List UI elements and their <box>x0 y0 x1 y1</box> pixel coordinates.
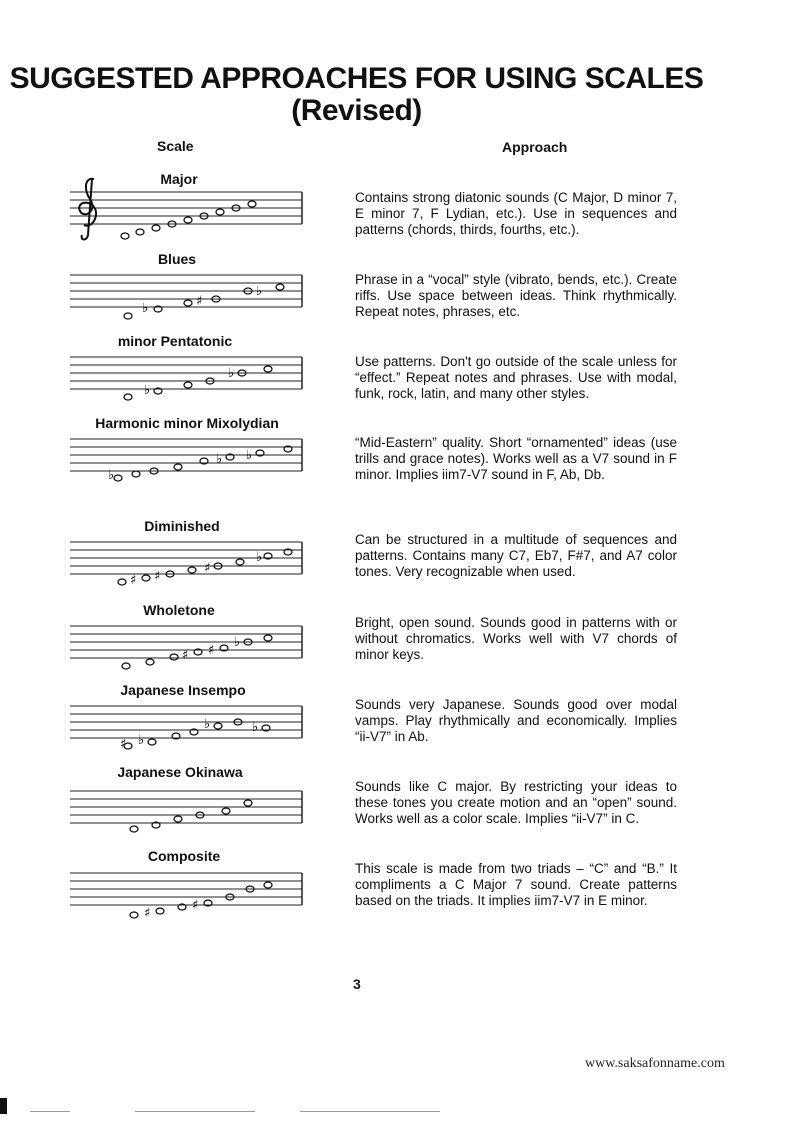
flat-sign: ♭ <box>256 284 263 299</box>
flat-sign: ♭ <box>256 550 263 565</box>
website-watermark: www.saksafonname.com <box>585 1056 725 1071</box>
scale-name-blues: Blues <box>157 251 197 267</box>
staff-japanese-insempo <box>70 699 310 759</box>
approach-text-japanese-okinawa: Sounds like C major. By restricting your ideas to these tones you create motion and an “open” sound. Works well as a color scale. Implies “ii-V7” in C. <box>355 779 677 826</box>
staff-diminished <box>70 535 310 595</box>
flat-sign: ♭ <box>252 720 259 735</box>
flat-sign: ♭ <box>144 383 151 398</box>
treble-clef-icon <box>79 179 96 240</box>
scale-name-japanese-okinawa: Japanese Okinawa <box>117 764 243 780</box>
scan-edge-mark <box>0 1098 7 1114</box>
sharp-sign: ♯ <box>192 898 199 913</box>
approach-text-minor-pentatonic: Use patterns. Don't go outside of the scale unless for “effect.” Repeat notes and phrases. Use with modal, funk, rock, latin, and many other styles. <box>355 354 677 401</box>
staff-japanese-okinawa <box>70 784 310 844</box>
approach-text-diminished: Can be structured in a multitude of sequences and patterns. Contains many C7, Eb7, F#7, and A7 color tones. Very recognizable when used. <box>355 532 677 579</box>
approach-text-wholetone: Bright, open sound. Sounds good in patterns with or without chromatics. Works well with V7 chords of minor keys. <box>355 615 677 662</box>
staff-major <box>70 185 310 245</box>
staff-composite <box>70 866 310 926</box>
sharp-sign: ♯ <box>196 294 203 309</box>
sharp-sign: ♯ <box>182 648 189 663</box>
staff-harmonic-minor-mixolydian <box>70 432 310 492</box>
scale-name-composite: Composite <box>147 848 221 864</box>
flat-sign: ♭ <box>246 448 253 463</box>
sharp-sign: ♯ <box>208 643 215 658</box>
staff-wholetone <box>70 619 310 679</box>
scale-name-harmonic-minor-mixolydian: Harmonic minor Mixolydian <box>95 415 279 431</box>
approach-text-japanese-insempo: Sounds very Japanese. Sounds good over modal vamps. Play rhythmically and economically. Implies “ii-V7” in Ab. <box>355 697 677 744</box>
scale-column-header: Scale <box>157 138 194 154</box>
page-number: 3 <box>353 976 361 992</box>
flat-sign: ♭ <box>142 301 149 316</box>
scale-name-minor-pentatonic: minor Pentatonic <box>117 333 233 349</box>
flat-sign: ♭ <box>108 468 115 483</box>
scan-dust <box>300 1111 440 1112</box>
staff-blues <box>70 268 310 328</box>
sharp-sign: ♯ <box>120 737 127 752</box>
scale-name-wholetone: Wholetone <box>143 602 215 618</box>
approach-text-harmonic-minor-mixolydian: “Mid-Eastern” quality. Short “ornamented” ideas (use trills and grace notes). Works well as a V7 sound in F minor. Implies iim7-V7 sound in F, Ab, Db. <box>355 435 677 482</box>
flat-sign: ♭ <box>216 452 223 467</box>
sharp-sign: ♯ <box>154 569 161 584</box>
page-title-line-2: (Revised) <box>291 94 422 127</box>
flat-sign: ♭ <box>204 717 211 732</box>
approach-text-major: Contains strong diatonic sounds (C Major, D minor 7, E minor 7, F Lydian, etc.). Use in sequences and patterns (chords, thirds, fourths, etc.). <box>355 190 677 237</box>
scan-dust <box>30 1111 70 1112</box>
scale-name-major: Major <box>160 171 198 187</box>
approach-column-header: Approach <box>502 139 568 155</box>
flat-sign: ♭ <box>228 366 235 381</box>
approach-text-blues: Phrase in a “vocal” style (vibrato, bends, etc.). Create riffs. Use space between ideas. Think rhythmically. Repeat notes, phrases, etc. <box>355 272 677 319</box>
sharp-sign: ♯ <box>130 573 137 588</box>
sharp-sign: ♯ <box>144 906 151 921</box>
approach-text-composite: This scale is made from two triads – “C” and “B.” It compliments a C Major 7 sound. Create patterns based on the triads. It implies iim7-V7 in E minor. <box>355 861 677 908</box>
flat-sign: ♭ <box>234 635 241 650</box>
flat-sign: ♭ <box>138 733 145 748</box>
page-title-line-1: SUGGESTED APPROACHES FOR USING SCALES <box>9 62 704 95</box>
staff-minor-pentatonic <box>70 350 310 410</box>
scale-name-japanese-insempo: Japanese Insempo <box>120 682 246 698</box>
sharp-sign: ♯ <box>204 561 211 576</box>
scan-dust <box>135 1111 255 1112</box>
scale-name-diminished: Diminished <box>144 518 220 534</box>
